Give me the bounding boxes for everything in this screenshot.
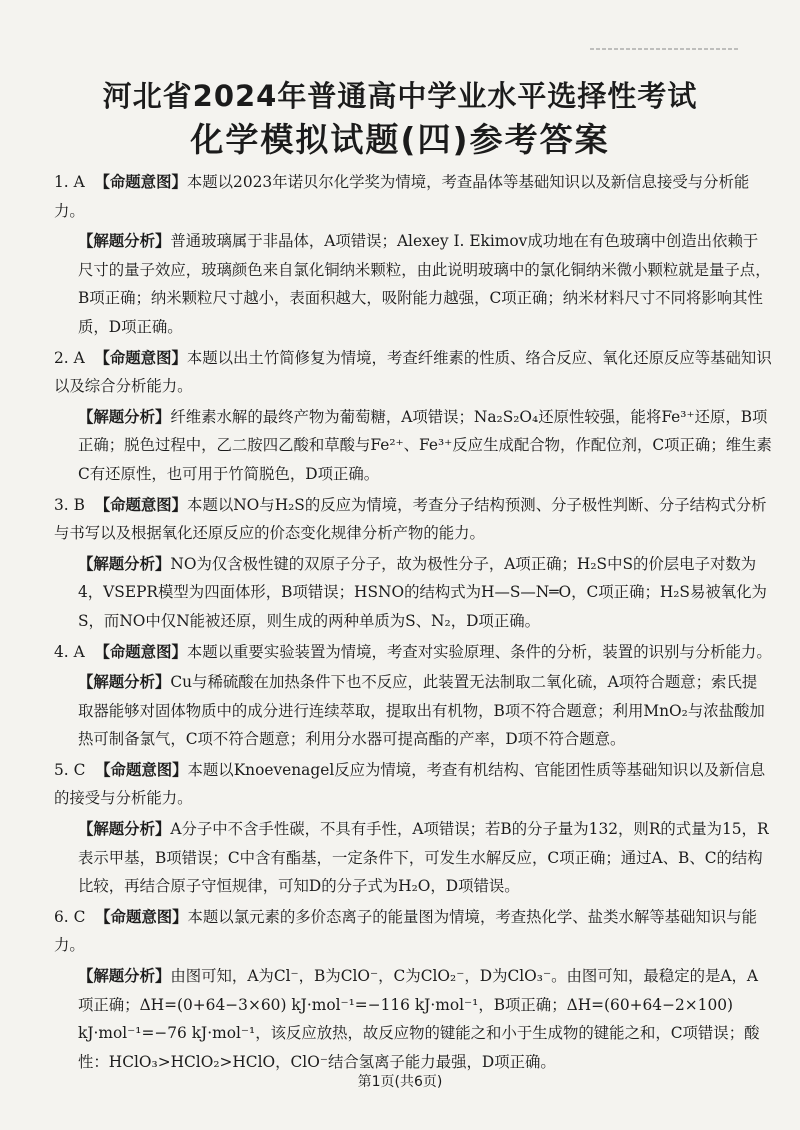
analysis-label: 【解题分析】 (78, 820, 171, 839)
intent-text: 本题以出土竹简修复为情境，考查纤维素的性质、络合反应、氧化还原反应等基础知识以及综合分析能力。 (54, 348, 772, 396)
analysis-text: 由图可知，A为Cl⁻，B为ClO⁻，C为ClO₂⁻，D为ClO₃⁻。由图可知，最稳定的是A，A项正确；ΔH=(0+64−3×60) kJ·mol⁻¹=−116 kJ·mol⁻¹，B项正确；ΔH=(60+64−2×100) kJ·mol⁻¹=−76 kJ·mol⁻¹，该反应放热，故反应物的键能之和小于生成物的键能之和，C项错误；酸性：HClO₃>HClO₂>HClO，ClO⁻结合氢离子能力最强，D项正确。 (78, 967, 760, 1071)
intent-text: 本题以重要实验装置为情境，考查对实验原理、条件的分析，装置的识别与分析能力。 (186, 642, 772, 661)
intent-label: 【命题意图】 (95, 907, 188, 926)
analysis-text: 普通玻璃属于非晶体，A项错误；Alexey I. Ekimov成功地在有色玻璃中创造出依赖于尺寸的量子效应，玻璃颜色来自氯化铜纳米颗粒，由此说明玻璃中的氯化铜纳米微小颗粒就是量子点，B项正确；纳米颗粒尺寸越小，表面积越大，吸附能力越强，C项正确；纳米材料尺寸不同将影响其性质，D项正确。 (78, 232, 771, 336)
question-item (54, 168, 772, 342)
question-answer: 5. C (54, 760, 86, 779)
analysis-text: 纤维素水解的最终产物为葡萄糖，A项错误；Na₂S₂O₄还原性较强，能将Fe³⁺还原，B项正确；脱色过程中，乙二胺四乙酸和草酸与Fe²⁺、Fe³⁺反应生成配合物，作配位剂，C项正确；维生素C有还原性，也可用于竹简脱色，D项正确。 (78, 407, 772, 483)
analysis-text: A分子中不含手性碳，不具有手性，A项错误；若B的分子量为132，则R的式量为15，R表示甲基，B项错误；C中含有酯基，一定条件下，可发生水解反应，C项正确；通过A、B、C的结构比较，再结合原子守恒规律，可知D的分子式为H₂O，D项错误。 (78, 820, 769, 896)
intent-label: 【命题意图】 (94, 173, 187, 191)
question-answer: 1. A (54, 173, 85, 191)
scan-mark (590, 48, 740, 50)
analysis-label: 【解题分析】 (78, 407, 171, 426)
analysis-text: Cu与稀硫酸在加热条件下也不反应，此装置无法制取二氧化硫，A项符合题意；索氏提取器能够对固体物质中的成分进行连续萃取，提取出有机物，B项不符合题意；利用MnO₂与浓盐酸加热可制备氯气，C项不符合题意；利用分水器可提高酯的产率，D项不符合题意。 (78, 673, 765, 749)
intent-text: 本题以2023年诺贝尔化学奖为情境，考查晶体等基础知识以及新信息接受与分析能力。 (54, 173, 750, 220)
answer-title: 化学模拟试题(四)参考答案 (190, 120, 610, 159)
exam-title: 河北省2024年普通高中学业水平选择性考试 (102, 79, 698, 113)
analysis-label: 【解题分析】 (78, 232, 171, 251)
analysis-label: 【解题分析】 (78, 673, 171, 692)
intent-text: 本题以Knoevenagel反应为情境，考查有机结构、官能团性质等基础知识以及新信息的接受与分析能力。 (54, 760, 766, 808)
question-item (54, 491, 772, 636)
intent-label: 【命题意图】 (94, 642, 187, 661)
page-number: 第1页(共6页) (357, 1074, 443, 1090)
question-item (54, 344, 772, 489)
analysis-label: 【解题分析】 (78, 554, 171, 573)
question-item (54, 638, 772, 754)
answer-list (54, 168, 772, 1078)
question-answer: 6. C (54, 907, 86, 926)
question-item (54, 903, 772, 1077)
question-item (54, 756, 772, 901)
intent-label: 【命题意图】 (95, 760, 188, 779)
question-answer: 2. A (54, 348, 85, 367)
intent-label: 【命题意图】 (94, 495, 188, 514)
question-answer: 4. A (54, 642, 85, 661)
analysis-text: NO为仅含极性键的双原子分子，故为极性分子，A项正确；H₂S中S的价层电子对数为4，VSEPR模型为四面体形，B项错误；HSNO的结构式为H—S—N═O，C项正确；H₂S易被氧化为S，而NO中仅N能被还原，则生成的两种单质为S、N₂，D项正确。 (78, 554, 767, 630)
intent-text: 本题以氯元素的多价态离子的能量图为情境，考查热化学、盐类水解等基础知识与能力。 (54, 907, 757, 955)
intent-label: 【命题意图】 (94, 348, 187, 367)
analysis-label: 【解题分析】 (78, 967, 171, 986)
question-answer: 3. B (54, 495, 85, 514)
intent-text: 本题以NO与H₂S的反应为情境，考查分子结构预测、分子极性判断、分子结构式分析与书写以及根据氧化还原反应的价态变化规律分析产物的能力。 (54, 495, 767, 543)
